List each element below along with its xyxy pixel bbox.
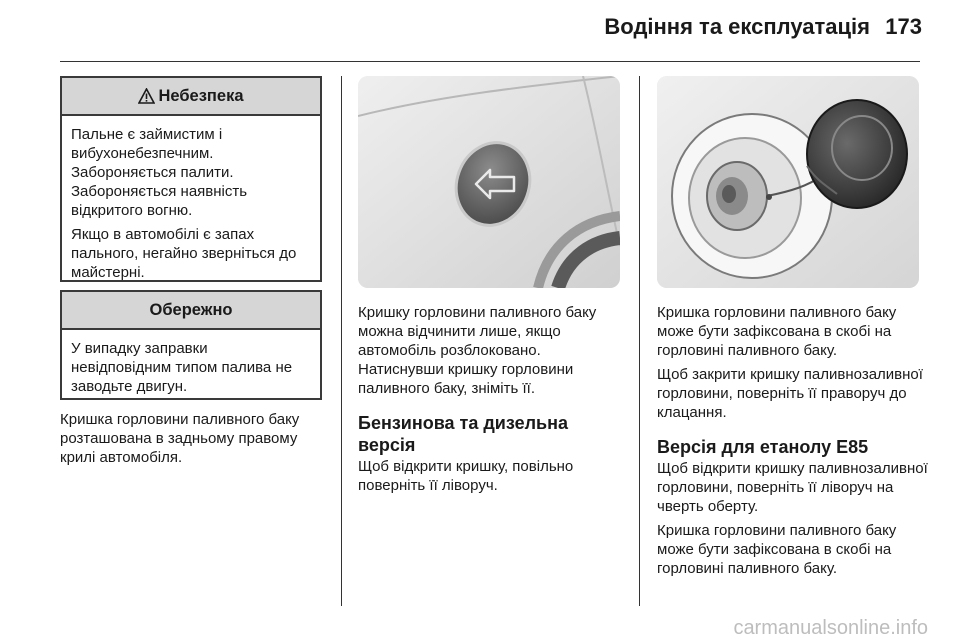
caution-paragraph: У випадку заправки невідповідним типом палива не заводьте двигун. [71,340,293,395]
page-number: 173 [885,14,922,39]
danger-box-header [62,78,320,116]
danger-box [60,76,322,282]
caution-box-title: Обережно [149,300,233,319]
page-header-title: Водіння та експлуатація [604,14,870,39]
body-paragraph: Щоб відкрити кришку, повільно поверніть її ліворуч. [358,458,574,494]
header-divider [60,61,920,62]
watermark: carmanualsonline.info [733,617,928,639]
warning-triangle-icon [138,88,155,104]
danger-paragraph: Пальне є займистим і вибухонебезпечним. Забороняється палити. Забороняється наявність відкритого вогню. [71,126,248,219]
column3-text [657,303,932,583]
body-paragraph: Кришка горловини паливного баку може бути зафіксована в скобі на горловині паливного баку. [657,304,897,359]
column2-text [358,303,628,500]
section-heading: Версія для етанолу E85 [657,437,869,457]
section-heading: Бензинова та дизельна версія [358,413,568,455]
body-paragraph: Кришку горловини паливного баку можна відчинити лише, якщо автомобіль розблоковано. Натиснувши кришку горловини паливного баку, зніміть її. [358,304,597,397]
body-paragraph: Щоб закрити кришку паливнозаливної горловини, поверніть її праворуч до клацання. [657,366,923,421]
body-paragraph: Кришка горловини паливного баку розташована в задньому правому крилі автомобіля. [60,411,300,466]
caution-box-body [62,330,320,407]
danger-paragraph: Якщо в автомобілі є запах пального, негайно зверніться до майстерні. [71,226,297,281]
body-paragraph: Кришка горловини паливного баку може бути зафіксована в скобі на горловині паливного баку. [657,522,897,577]
fuel-filler-open-illustration [657,76,919,288]
caution-box-header [62,292,320,330]
caution-box [60,290,322,400]
fuel-cap-location-text [60,410,328,472]
fuel-door-illustration [358,76,620,288]
body-paragraph: Щоб відкрити кришку паливнозаливної горловини, поверніть її ліворуч на чверть оберту. [657,460,928,515]
danger-box-title: Небезпека [158,86,244,105]
danger-box-body [62,116,320,293]
column-divider [639,76,640,606]
column-divider [341,76,342,606]
